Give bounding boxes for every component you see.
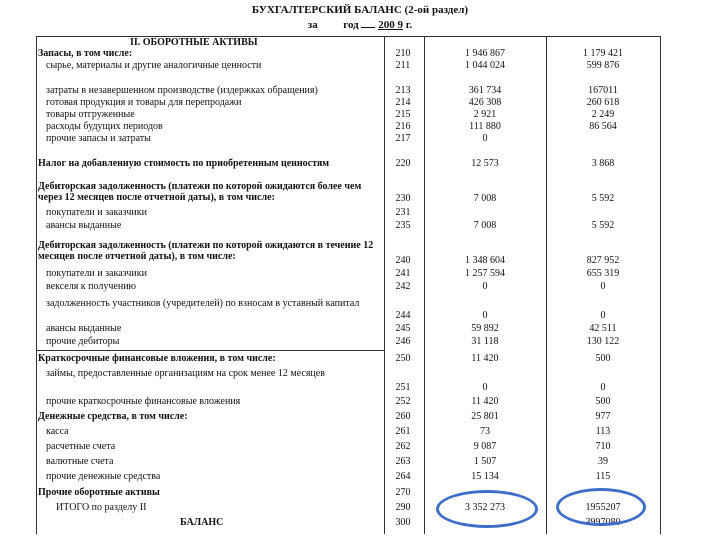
row-label: покупатели и заказчики <box>46 268 147 279</box>
row-label: прочие запасы и затраты <box>46 133 151 144</box>
value-previous: 2 249 <box>591 109 615 120</box>
row-label: товары отгруженные <box>46 109 135 120</box>
value-current: 31 118 <box>471 336 499 347</box>
row-code: 261 <box>395 426 411 437</box>
value-previous: 3 868 <box>591 158 615 169</box>
grid-line <box>36 350 384 351</box>
value-current: 111 880 <box>469 121 501 132</box>
value-current: 2 921 <box>473 109 497 120</box>
row-label: Прочие оборотные активы <box>38 487 160 498</box>
value-current: 1 507 <box>473 456 497 467</box>
row-label: сырье, материалы и другие аналогичные ценности <box>46 60 262 71</box>
value-previous: 113 <box>595 426 611 437</box>
value-current: 1 946 867 <box>465 48 505 59</box>
value-previous: 1 179 421 <box>583 48 623 59</box>
period-word: год <box>343 19 359 31</box>
row-label: прочие дебиторы <box>46 336 120 347</box>
total-current: 3 352 273 <box>465 502 505 513</box>
value-current: 0 <box>482 382 488 393</box>
row-label: займы, предоставленные организациям на срок менее 12 месяцев <box>46 368 325 379</box>
row-code: 217 <box>395 133 411 144</box>
value-current: 7 008 <box>473 220 497 231</box>
row-code: 251 <box>395 382 411 393</box>
period-year: 200 9 <box>378 19 403 31</box>
value-current: 1 348 604 <box>465 255 505 266</box>
value-previous: 599 876 <box>586 60 620 71</box>
row-code: 263 <box>395 456 411 467</box>
row-label: прочие денежные средства <box>46 471 161 482</box>
value-current: 59 892 <box>471 323 499 334</box>
highlight-oval <box>436 490 538 528</box>
row-code: 260 <box>395 411 411 422</box>
grid-line <box>546 36 547 534</box>
row-code: 245 <box>395 323 411 334</box>
row-code: 230 <box>395 193 411 204</box>
row-code: 252 <box>395 396 411 407</box>
row-label: Краткосрочные финансовые вложения, в том числе: <box>38 353 276 364</box>
row-code: 213 <box>395 85 411 96</box>
value-previous: 0 <box>600 382 606 393</box>
value-previous: 130 122 <box>586 336 620 347</box>
period-prefix: за <box>307 19 318 31</box>
row-label: прочие краткосрочные финансовые вложения <box>46 396 241 407</box>
row-label: Дебиторская задолженность (платежи по которой ожидаются в течение 12 месяцев после отчетной даты), в том числе: <box>38 240 374 262</box>
row-code: 210 <box>395 48 411 59</box>
value-previous: 0 <box>600 281 606 292</box>
value-previous: 977 <box>595 411 611 422</box>
grid-line <box>660 36 661 534</box>
row-zapasy <box>38 48 384 59</box>
row-label: авансы выданные <box>46 220 122 231</box>
value-current: 426 308 <box>468 97 502 108</box>
row-label: Налог на добавленную стоимость по приобретенным ценностям <box>38 158 330 169</box>
section-title: II. ОБОРОТНЫЕ АКТИВЫ <box>130 37 258 48</box>
period-suffix: г. <box>405 19 413 31</box>
row-code: 215 <box>395 109 411 120</box>
value-current: 0 <box>482 281 488 292</box>
value-previous: 42 511 <box>589 323 617 334</box>
row-code: 290 <box>395 502 411 513</box>
value-previous: 655 319 <box>586 268 620 279</box>
row-code: 264 <box>395 471 411 482</box>
page-title: БУХГАЛТЕРСКИЙ БАЛАНС (2-ой раздел) <box>251 4 469 16</box>
value-previous: 500 <box>595 353 611 364</box>
row-code: 241 <box>395 268 411 279</box>
row-code: 262 <box>395 441 411 452</box>
value-current: 1 044 024 <box>465 60 505 71</box>
value-current: 25 801 <box>471 411 499 422</box>
row-code: 246 <box>395 336 411 347</box>
row-code: 220 <box>395 158 411 169</box>
value-previous: 39 <box>598 456 608 467</box>
value-previous: 5 592 <box>591 220 615 231</box>
row-label: готовая продукция и товары для перепродажи <box>46 97 242 108</box>
row-label: касса <box>46 426 69 437</box>
value-current: 0 <box>482 310 488 321</box>
value-current: 361 734 <box>468 85 502 96</box>
value-previous: 827 952 <box>586 255 620 266</box>
row-label: Дебиторская задолженность (платежи по которой ожидаются более чем через 12 месяцев после отчетной даты), в том числе: <box>38 181 362 203</box>
value-current: 15 134 <box>471 471 499 482</box>
value-previous: 500 <box>595 396 611 407</box>
row-label: БАЛАНС <box>180 517 224 528</box>
row-label: затраты в незавершенном производстве (издержках обращения) <box>46 85 318 96</box>
row-label: расходы будущих периодов <box>46 121 163 132</box>
row-code: 250 <box>395 353 411 364</box>
value-current: 12 573 <box>471 158 499 169</box>
value-current: 73 <box>480 426 490 437</box>
value-previous: 710 <box>595 441 611 452</box>
row-label: задолженность участников (учредителей) по взносам в уставный капитал <box>46 298 360 309</box>
row-code: 235 <box>395 220 411 231</box>
value-current: 9 087 <box>473 441 497 452</box>
row-code: 214 <box>395 97 411 108</box>
highlight-oval <box>556 488 646 526</box>
balance-previous: 3997080 <box>585 517 621 528</box>
value-current: 0 <box>482 133 488 144</box>
row-label: Запасы, в том числе: <box>38 48 133 59</box>
row-code: 244 <box>395 310 411 321</box>
row-code: 216 <box>395 121 411 132</box>
value-previous: 86 564 <box>589 121 617 132</box>
value-current: 7 008 <box>473 193 497 204</box>
row-code: 231 <box>395 207 411 218</box>
value-previous: 260 618 <box>586 97 620 108</box>
row-label: расчетные счета <box>46 441 116 452</box>
value-current: 1 257 594 <box>465 268 505 279</box>
value-current: 11 420 <box>471 353 499 364</box>
value-previous: 0 <box>600 310 606 321</box>
value-previous: 5 592 <box>591 193 615 204</box>
row-label: Денежные средства, в том числе: <box>38 411 188 422</box>
row-code: 300 <box>395 517 411 528</box>
grid-line <box>424 36 425 534</box>
grid-line <box>36 36 37 534</box>
row-label: векселя к получению <box>46 281 137 292</box>
value-previous: 115 <box>595 471 611 482</box>
row-code: 240 <box>395 255 411 266</box>
row-label: валютные счета <box>46 456 114 467</box>
row-label: покупатели и заказчики <box>46 207 147 218</box>
value-current: 11 420 <box>471 396 499 407</box>
row-label: ИТОГО по разделу II <box>56 502 147 513</box>
value-previous: 167011 <box>588 85 618 96</box>
row-code: 242 <box>395 281 411 292</box>
row-code: 270 <box>395 487 411 498</box>
total-previous: 1955207 <box>585 502 621 513</box>
row-code: 211 <box>395 60 411 71</box>
row-label: авансы выданные <box>46 323 122 334</box>
period-line <box>0 19 720 31</box>
